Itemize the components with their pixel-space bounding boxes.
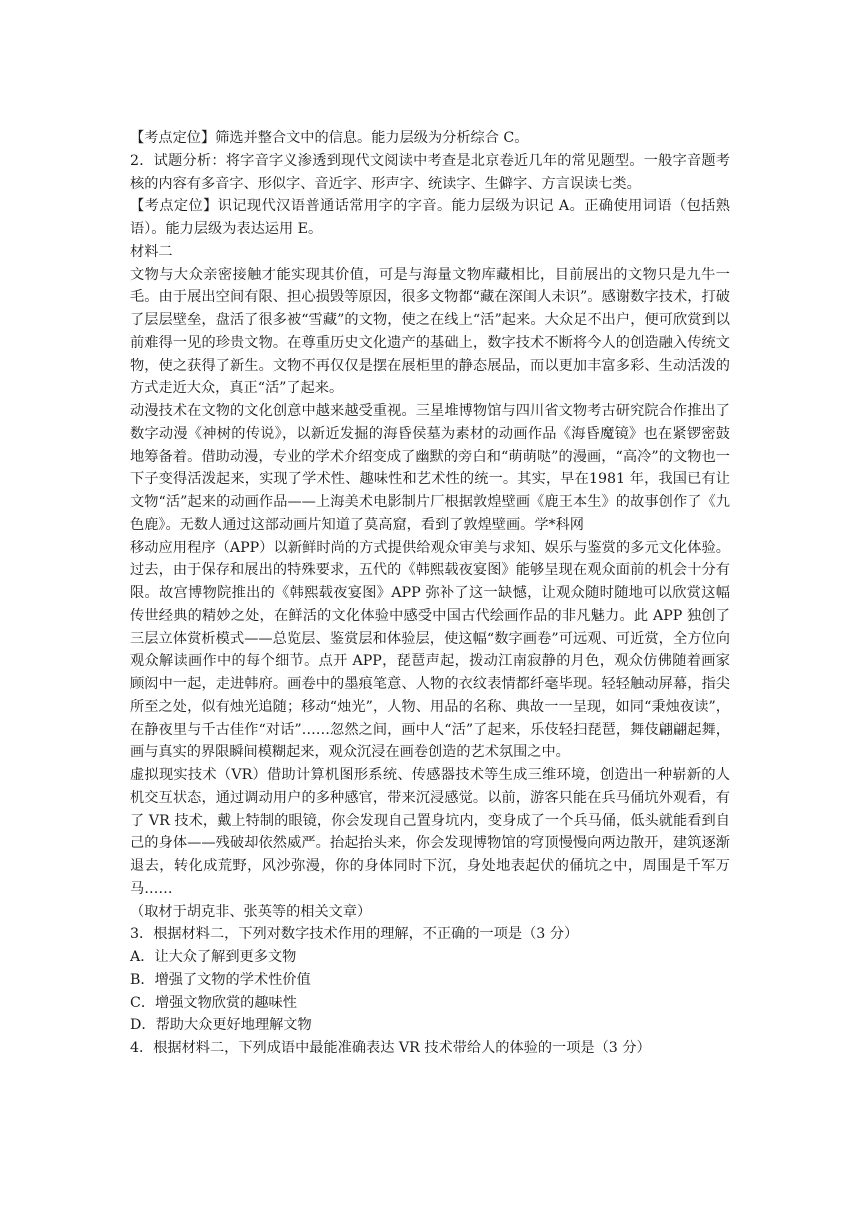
exam-point-2: 【考点定位】识记现代汉语普通话常用字的字音。能力层级为识记 A。正确使用词语（包括熟语）。能力层级为表达运用 E。 (130, 198, 730, 237)
paragraph-3: 移动应用程序（APP）以新鲜时尚的方式提供给观众审美与求知、娱乐与鉴赏的多元文化体验。过去，由于保存和展出的特殊要求，五代的《韩熙载夜宴图》能够呈现在观众面前的机会十分有限。故宫博物院推出的《韩熙载夜宴图》APP 弥补了这一缺憾，让观众随时随地可以欣赏这幅传世经典的精妙之处，在鲜活的文化体验中感受中国古代绘画作品的非凡魅力。此 APP 独创了三层立体赏析模式——总览层、鉴赏层和体验层，使这幅“数字画卷”可远观、可近赏，全方位向观众解读画作中的每个细节。点开 APP，琵琶声起，拨动江南寂静的月色，观众仿佛随着画家顾闳中一起，走进韩府。画卷中的墨痕笔意、人物的衣纹表情都纤毫毕现。轻轻触动屏幕，指尖所至之处，似有烛光追随；移动“烛光”，人物、用品的名称、典故一一呈现，如同“秉烛夜读”，在静夜里与千古佳作“对话”……忽然之间，画中人“活”了起来，乐伎轻扫琵琶，舞伎翩翩起舞，画与真实的界限瞬间模糊起来，观众沉浸在画卷创造的艺术氛围之中。 (130, 539, 730, 761)
paragraph-4: 虚拟现实技术（VR）借助计算机图形系统、传感器技术等生成三维环境，创造出一种崭新的人机交互状态，通过调动用户的多种感官，带来沉浸感觉。以前，游客只能在兵马俑坑外观看，有了 VR 技术，戴上特制的眼镜，你会发现自己置身坑内，变身成了一个兵马俑，低头就能看到自己的身体——残破却依然威严。抬起抬头来，你会发现博物馆的穹顶慢慢向两边散开，建筑逐渐退去，转化成荒野，风沙弥漫，你的身体同时下沉，身处地表起伏的俑坑之中，周围是千军万马…… (130, 767, 730, 897)
analysis-2: 2．试题分析：将字音字义渗透到现代文阅读中考查是北京卷近几年的常见题型。一般字音题考核的内容有多音字、形似字、音近字、形声字、统读字、生僻字、方言误读七类。 (130, 152, 730, 192)
question-4: 4．根据材料二，下列成语中最能准确表达 VR 技术带给人的体验的一项是（3 分） (130, 1040, 651, 1056)
option-c: C．增强文物欣赏的趣味性 (130, 994, 297, 1011)
paragraph-2: 动漫技术在文物的文化创意中越来越受重视。三星堆博物馆与四川省文物考古研究院合作推出了数字动漫《神树的传说》，以新近发掘的海昏侯墓为素材的动画作品《海昏魔镜》也在紧锣密鼓地筹备着。借助动漫，专业的学术介绍变成了幽默的旁白和“萌萌哒”的漫画，“高冷”的文物也一下子变得活泼起来，实现了学术性、趣味性和艺术性的统一。其实，早在1981 年，我国已有让文物“活”起来的动画作品——上海美术电影制片厂根据敦煌壁画《鹿王本生》的故事创作了《九色鹿》。无数人通过这部动画片知道了莫高窟，看到了敦煌壁画。学*科网 (130, 403, 730, 533)
document-page (130, 127, 730, 1060)
source-note: （取材于胡克非、张英等的相关文章） (130, 903, 372, 920)
option-d: D．帮助大众更好地理解文物 (130, 1017, 312, 1034)
section-heading: 材料二 (130, 243, 173, 260)
question-3: 3．根据材料二，下列对数字技术作用的理解，不正确的一项是（3 分） (130, 926, 579, 943)
option-a: A．让大众了解到更多文物 (130, 949, 297, 965)
option-b: B．增强了文物的学术性价值 (130, 971, 311, 988)
paragraph-1: 文物与大众亲密接触才能实现其价值，可是与海量文物库藏相比，目前展出的文物只是九牛一毛。由于展出空间有限、担心损毁等原因，很多文物都“藏在深闺人未识”。感谢数字技术，打破了层层壁垒，盘活了很多被“雪藏”的文物，使之在线上“活”起来。大众足不出户，便可欣赏到以前难得一见的珍贵文物。在尊重历史文化遗产的基础上，数字技术不断将今人的创造融入传统文物，使之获得了新生。文物不再仅仅是摆在展柜里的静态展品，而以更加丰富多彩、生动活泼的方式走近大众，真正“活”了起来。 (130, 266, 730, 397)
exam-point-1: 【考点定位】筛选并整合文中的信息。能力层级为分析综合 C。 (130, 130, 529, 146)
